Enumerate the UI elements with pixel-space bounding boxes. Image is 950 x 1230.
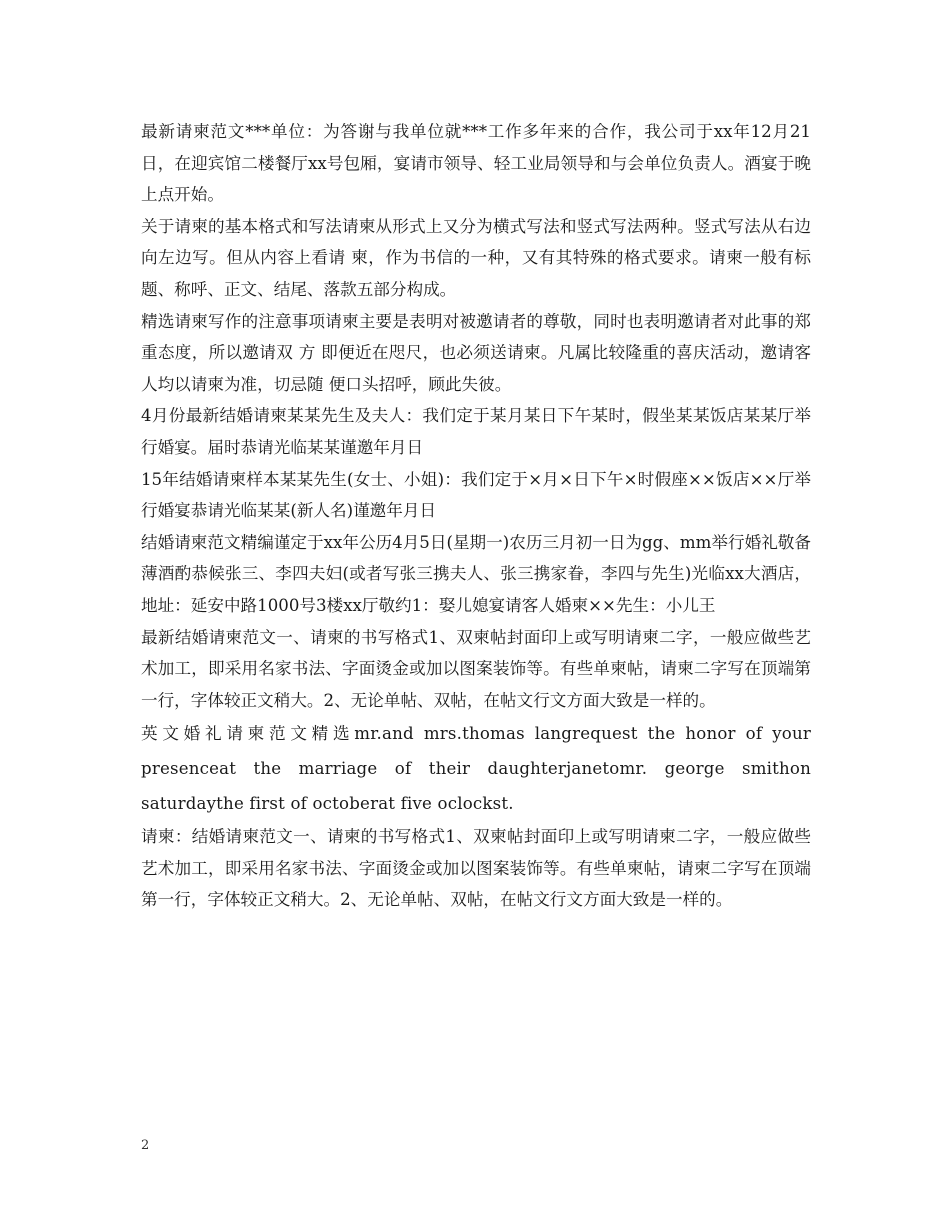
paragraph-wedding-invitation-template: 15年结婚请柬样本某某先生(女士、小姐)：我们定于×月×日下午×时假座××饭店××厅举行婚宴恭请光临某某(新人名)谨邀年月日	[141, 469, 811, 521]
document-body	[141, 116, 811, 916]
paragraph-wedding-invitation-edited: 结婚请柬范文精编谨定于xx年公历4月5日(星期一)农历三月初一日为gg、mm举行婚礼敬备薄酒酌恭候张三、李四夫妇(或者写张三携夫人、张三携家眷，李四与先生)光临xx大酒店，地址：延安中路1000号3楼xx厅敬约1：娶儿媳宴请客人婚柬××先生：小儿王	[141, 532, 811, 615]
paragraph-invitation-writing-format: 请柬：结婚请柬范文一、请柬的书写格式1、双柬帖封面印上或写明请柬二字，一般应做些艺术加工，即采用名家书法、字面烫金或加以图案装饰等。有些单柬帖，请柬二字写在顶端第一行，字体较正文稍大。2、无论单帖、双帖，在帖文行文方面大致是一样的。	[141, 827, 811, 910]
paragraph-april-wedding-invitation: 4月份最新结婚请柬某某先生及夫人：我们定于某月某日下午某时，假坐某某饭店某某厅举行婚宴。届时恭请光临某某谨邀年月日	[141, 406, 811, 457]
paragraph-invitation-format: 关于请柬的基本格式和写法请柬从形式上又分为横式写法和竖式写法两种。竖式写法从右边向左边写。但从内容上看请 柬，作为书信的一种，又有其特殊的格式要求。请柬一般有标题、称呼、正文、结尾、落款五部分构成。	[141, 216, 811, 299]
paragraph-latest-invitation-sample: 最新请柬范文***单位：为答谢与我单位就***工作多年来的合作，我公司于xx年12月21日，在迎宾馆二楼餐厅xx号包厢，宴请市领导、轻工业局领导和与会单位负责人。酒宴于晚上点开始。	[141, 122, 811, 205]
page-number: 2	[141, 1138, 150, 1153]
paragraph-latest-wedding-invitation: 最新结婚请柬范文一、请柬的书写格式1、双柬帖封面印上或写明请柬二字，一般应做些艺术加工，即采用名家书法、字面烫金或加以图案装饰等。有些单柬帖，请柬二字写在顶端第一行，字体较正文稍大。2、无论单帖、双帖，在帖文行文方面大致是一样的。	[141, 627, 811, 710]
paragraph-writing-notes: 精选请柬写作的注意事项请柬主要是表明对被邀请者的尊敬，同时也表明邀请者对此事的郑重态度，所以邀请双 方 即便近在咫尺，也必须送请柬。凡属比较隆重的喜庆活动，邀请客人均以请柬为准，切忌随 便口头招呼，顾此失彼。	[141, 311, 811, 394]
paragraph-english-wedding-invitation: 英文婚礼请柬范文精选mr.and mrs.thomas langrequest the honor of your presenceat the marriage of their daughterjanetomr. george smithon saturdaythe first of octoberat five oclockst.	[141, 724, 811, 814]
